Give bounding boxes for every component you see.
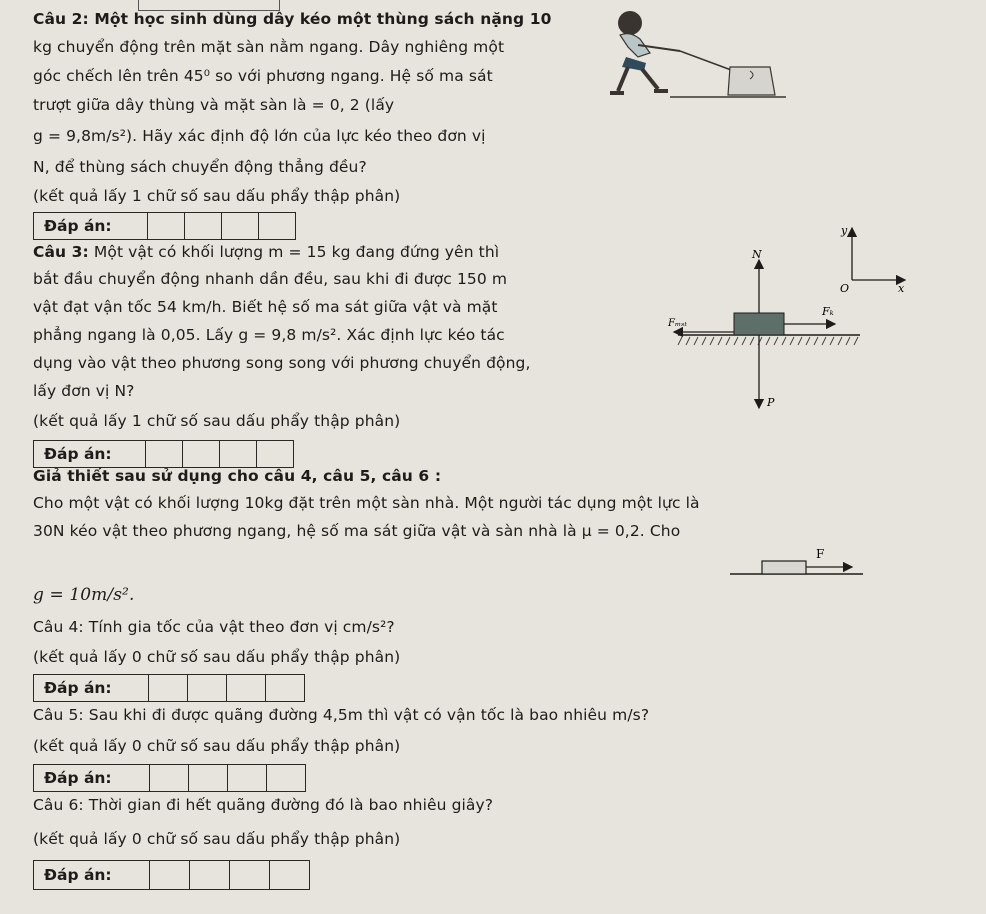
q2-answer-box[interactable] — [222, 212, 259, 240]
q3-line-1-text: Một vật có khối lượng m = 15 kg đang đứng yên thì — [93, 243, 500, 261]
q2-answer-label: Đáp án: — [33, 212, 148, 240]
q3-force-diagram — [660, 220, 905, 420]
q2-line-5: g = 9,8m/s²). Hãy xác định độ lớn của lực kéo theo đơn vị — [33, 127, 486, 145]
q6-line: Câu 6: Thời gian đi hết quãng đường đó là bao nhiêu giây? — [33, 796, 494, 814]
q4-answer-box[interactable] — [266, 674, 305, 702]
q6-answer-box[interactable] — [230, 860, 270, 890]
q2-line-7: (kết quả lấy 1 chữ số sau dấu phẩy thập phân) — [33, 187, 401, 205]
q4-note: (kết quả lấy 0 chữ số sau dấu phẩy thập phân) — [33, 648, 401, 666]
q6-answer-box[interactable] — [270, 860, 310, 890]
q3-line-5: dụng vào vật theo phương song song với phương chuyển động, — [33, 354, 531, 372]
axis-x-label: x — [898, 282, 905, 295]
q6-answer-box[interactable] — [190, 860, 230, 890]
shared-line-2: 30N kéo vật theo phương ngang, hệ số ma sát giữa vật và sàn nhà là μ = 0,2. Cho — [33, 522, 681, 540]
q5-answer-box[interactable] — [228, 764, 267, 792]
q6-answer-row[interactable] — [33, 860, 310, 890]
q3-line-4: phẳng ngang là 0,05. Lấy g = 9,8 m/s². Xác định lực kéo tác — [33, 326, 505, 344]
q2-line-1: Câu 2: Một học sinh dùng dây kéo một thùng sách nặng 10 — [33, 10, 552, 28]
q5-answer-box[interactable] — [189, 764, 228, 792]
shared-heading: Giả thiết sau sử dụng cho câu 4, câu 5, câu 6 : — [33, 467, 442, 485]
q3-answer-row[interactable] — [33, 440, 294, 468]
weight-label: P — [767, 396, 775, 409]
q2-answer-box[interactable] — [259, 212, 296, 240]
q3-line-3: vật đạt vận tốc 54 km/h. Biết hệ số ma sát giữa vật và mặt — [33, 298, 498, 316]
pull-force-label: Fₖ — [822, 305, 834, 318]
q6-answer-label: Đáp án: — [33, 860, 150, 890]
q5-line: Câu 5: Sau khi đi được quãng đường 4,5m thì vật có vận tốc là bao nhiêu m/s? — [33, 706, 650, 724]
q2-line-2: kg chuyển động trên mặt sàn nằm ngang. Dây nghiêng một — [33, 38, 505, 56]
q2-line-4: trượt giữa dây thùng và mặt sàn là = 0, 2 (lấy — [33, 96, 395, 114]
q3-answer-box[interactable] — [183, 440, 220, 468]
q3-answer-box[interactable] — [257, 440, 294, 468]
friction-force-label: Fₘₛₜ — [668, 318, 687, 329]
q5-answer-box[interactable] — [150, 764, 189, 792]
q6-note: (kết quả lấy 0 chữ số sau dấu phẩy thập phân) — [33, 830, 401, 848]
q3-answer-box[interactable] — [146, 440, 183, 468]
q5-answer-box[interactable] — [267, 764, 306, 792]
axis-y-label: y — [841, 224, 848, 237]
shared-line-1: Cho một vật có khối lượng 10kg đặt trên một sàn nhà. Một người tác dụng một lực là — [33, 494, 700, 512]
q3-line-6: lấy đơn vị N? — [33, 382, 135, 400]
q5-answer-label: Đáp án: — [33, 764, 150, 792]
q2-answer-row[interactable] — [33, 212, 296, 240]
q4-answer-box[interactable] — [227, 674, 266, 702]
force-f-label: F — [816, 547, 825, 561]
q5-note: (kết quả lấy 0 chữ số sau dấu phẩy thập phân) — [33, 737, 401, 755]
shared-g-value: g = 10m/s². — [33, 585, 135, 605]
q3-line-2: bắt đầu chuyển động nhanh dần đều, sau khi đi được 150 m — [33, 270, 508, 288]
q4-line: Câu 4: Tính gia tốc của vật theo đơn vị cm/s²? — [33, 618, 395, 636]
axis-origin-label: O — [840, 282, 850, 295]
q4-answer-row[interactable] — [33, 674, 305, 702]
q4-answer-box[interactable] — [149, 674, 188, 702]
q3-answer-box[interactable] — [220, 440, 257, 468]
q4-answer-box[interactable] — [188, 674, 227, 702]
q5-answer-row[interactable] — [33, 764, 306, 792]
q2-answer-box[interactable] — [148, 212, 185, 240]
q2-line-3: góc chếch lên trên 45⁰ so với phương ngang. Hệ số ma sát — [33, 67, 493, 85]
q2-line-6: N, để thùng sách chuyển động thẳng đều? — [33, 158, 367, 176]
q2-answer-box[interactable] — [185, 212, 222, 240]
normal-force-label: N — [752, 248, 762, 261]
student-pulling-box-illustration — [600, 5, 790, 105]
q3-answer-label: Đáp án: — [33, 440, 146, 468]
q4-answer-label: Đáp án: — [33, 674, 149, 702]
q3-line-1: Câu 3: Một vật có khối lượng m = 15 kg đang đứng yên thì — [33, 243, 500, 261]
shared-force-diagram — [728, 544, 868, 588]
q3-line-7: (kết quả lấy 1 chữ số sau dấu phẩy thập phân) — [33, 412, 401, 430]
q6-answer-box[interactable] — [150, 860, 190, 890]
